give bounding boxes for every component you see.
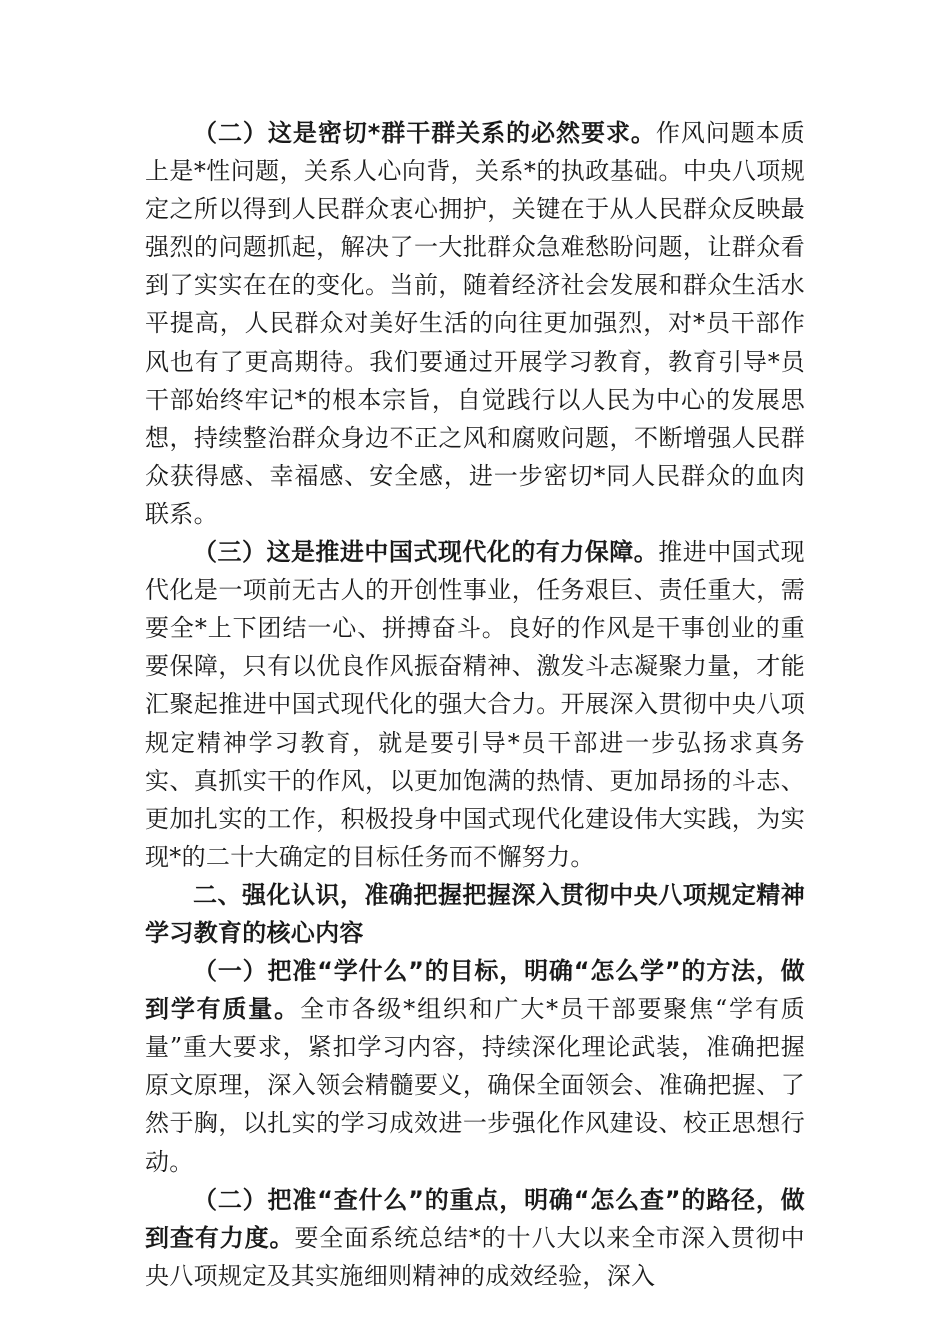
paragraph-body: 作风问题本质上是*性问题，关系人心向背，关系*的执政基础。中央八项规定之所以得到人民群众衷心拥护，关键在于从人民群众反映最强烈的问题抓起，解决了一大批群众急难愁盼问题，让群众看到了实实在在的变化。当前，随着经济社会发展和群众生活水平提高，人民群众对美好生活的向往更加强烈，对*员干部作风也有了更高期待。我们要通过开展学习教育，教育引导*员干部始终牢记*的根本宗旨，自觉践行以人民为中心的发展思想，持续整治群众身边不正之风和腐败问题，不断增强人民群众获得感、幸福感、安全感，进一步密切*同人民群众的血肉联系。 (145, 119, 805, 528)
paragraph-body: 推进中国式现代化是一项前无古人的开创性事业，任务艰巨、责任重大，需要全*上下团结一心、拼搏奋斗。良好的作风是干事创业的重要保障，只有以优良作风振奋精神、激发斗志凝聚力量，才能汇聚起推进中国式现代化的强大合力。开展深入贯彻中央八项规定精神学习教育，就是要引导*员干部进一步弘扬求真务实、真抓实干的作风，以更加饱满的热情、更加昂扬的斗志、更加扎实的工作，积极投身中国式现代化建设伟大实践，为实现*的二十大确定的目标任务而不懈努力。 (145, 538, 805, 871)
paragraph-party-mass-relations (145, 114, 805, 533)
paragraph-body: 要全面系统总结*的十八大以来全市深入贯彻中央八项规定及其实施细则精神的成效经验，深入 (145, 1223, 805, 1290)
paragraph-lead: （二）这是密切*群干群关系的必然要求。 (193, 119, 656, 147)
paragraph-what-to-check (145, 1181, 805, 1295)
paragraph-modernization-guarantee (145, 533, 805, 876)
document-page (145, 114, 805, 1295)
paragraph-lead: （二）把准“查什么”的重点，明确“怎么查”的路径，做到查有力度。 (145, 1185, 805, 1252)
paragraph-what-to-learn (145, 952, 805, 1181)
paragraph-lead: （一）把准“学什么”的目标，明确“怎么学”的方法，做到学有质量。 (145, 957, 805, 1024)
paragraph-body: 全市各级*组织和广大*员干部要聚焦“学有质量”重大要求，紧扣学习内容，持续深化理论武装，准确把握原文原理，深入领会精髓要义，确保全面领会、准确把握、了然于胸，以扎实的学习成效进一步强化作风建设、校正思想行动。 (145, 995, 805, 1176)
section-heading: 二、强化认识，准确把握把握深入贯彻中央八项规定精神学习教育的核心内容 (145, 880, 805, 947)
paragraph-lead: （三）这是推进中国式现代化的有力保障。 (193, 538, 659, 567)
